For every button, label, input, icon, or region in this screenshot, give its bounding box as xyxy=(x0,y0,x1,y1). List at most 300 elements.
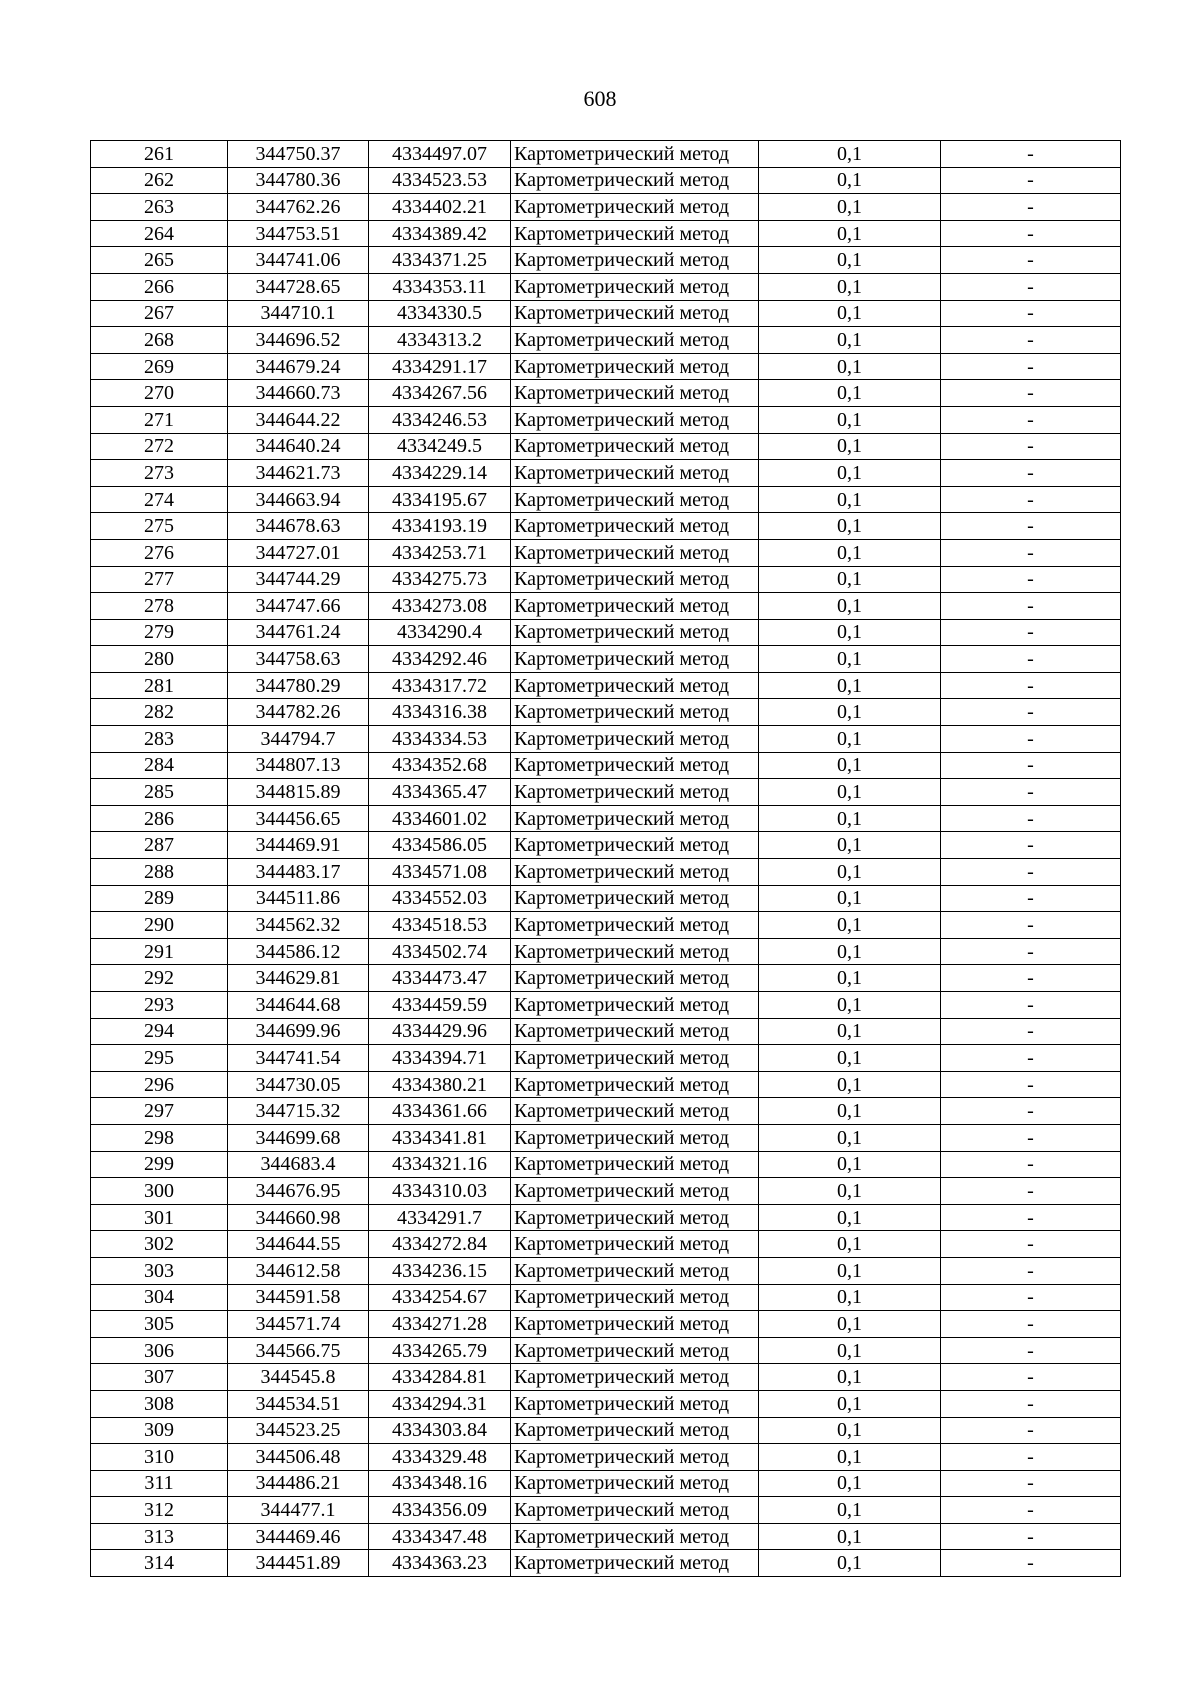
point-number-cell: 272 xyxy=(91,433,228,460)
table-row xyxy=(91,539,1121,566)
note-cell: - xyxy=(941,380,1121,407)
method-cell: Картометрический метод xyxy=(511,141,759,168)
point-number-cell: 310 xyxy=(91,1444,228,1471)
method-cell: Картометрический метод xyxy=(511,992,759,1019)
y-coordinate-cell: 4334273.08 xyxy=(369,593,511,620)
accuracy-cell: 0,1 xyxy=(759,380,941,407)
x-coordinate-cell: 344730.05 xyxy=(228,1071,369,1098)
table-row xyxy=(91,300,1121,327)
point-number-cell: 292 xyxy=(91,965,228,992)
method-cell: Картометрический метод xyxy=(511,1098,759,1125)
y-coordinate-cell: 4334518.53 xyxy=(369,912,511,939)
accuracy-cell: 0,1 xyxy=(759,726,941,753)
y-coordinate-cell: 4334334.53 xyxy=(369,726,511,753)
point-number-cell: 287 xyxy=(91,832,228,859)
table-row xyxy=(91,460,1121,487)
method-cell: Картометрический метод xyxy=(511,1204,759,1231)
point-number-cell: 304 xyxy=(91,1284,228,1311)
y-coordinate-cell: 4334317.72 xyxy=(369,672,511,699)
table-row xyxy=(91,1550,1121,1577)
table-row xyxy=(91,1364,1121,1391)
note-cell: - xyxy=(941,1018,1121,1045)
x-coordinate-cell: 344660.73 xyxy=(228,380,369,407)
x-coordinate-cell: 344534.51 xyxy=(228,1390,369,1417)
accuracy-cell: 0,1 xyxy=(759,220,941,247)
point-number-cell: 286 xyxy=(91,805,228,832)
table-row xyxy=(91,1444,1121,1471)
accuracy-cell: 0,1 xyxy=(759,406,941,433)
note-cell: - xyxy=(941,1497,1121,1524)
method-cell: Картометрический метод xyxy=(511,646,759,673)
accuracy-cell: 0,1 xyxy=(759,1231,941,1258)
y-coordinate-cell: 4334353.11 xyxy=(369,273,511,300)
accuracy-cell: 0,1 xyxy=(759,1444,941,1471)
point-number-cell: 302 xyxy=(91,1231,228,1258)
note-cell: - xyxy=(941,912,1121,939)
table-row xyxy=(91,1178,1121,1205)
note-cell: - xyxy=(941,460,1121,487)
method-cell: Картометрический метод xyxy=(511,353,759,380)
point-number-cell: 279 xyxy=(91,619,228,646)
note-cell: - xyxy=(941,539,1121,566)
point-number-cell: 283 xyxy=(91,726,228,753)
method-cell: Картометрический метод xyxy=(511,513,759,540)
accuracy-cell: 0,1 xyxy=(759,992,941,1019)
page-number: 608 xyxy=(583,86,617,111)
note-cell: - xyxy=(941,1523,1121,1550)
accuracy-cell: 0,1 xyxy=(759,672,941,699)
y-coordinate-cell: 4334347.48 xyxy=(369,1523,511,1550)
note-cell: - xyxy=(941,1071,1121,1098)
table-row xyxy=(91,912,1121,939)
y-coordinate-cell: 4334571.08 xyxy=(369,859,511,886)
table-row xyxy=(91,1311,1121,1338)
x-coordinate-cell: 344612.58 xyxy=(228,1257,369,1284)
point-number-cell: 291 xyxy=(91,938,228,965)
accuracy-cell: 0,1 xyxy=(759,1337,941,1364)
table-row xyxy=(91,885,1121,912)
x-coordinate-cell: 344747.66 xyxy=(228,593,369,620)
table-row xyxy=(91,1257,1121,1284)
accuracy-cell: 0,1 xyxy=(759,1364,941,1391)
x-coordinate-cell: 344782.26 xyxy=(228,699,369,726)
y-coordinate-cell: 4334229.14 xyxy=(369,460,511,487)
note-cell: - xyxy=(941,566,1121,593)
table-row xyxy=(91,380,1121,407)
method-cell: Картометрический метод xyxy=(511,699,759,726)
x-coordinate-cell: 344451.89 xyxy=(228,1550,369,1577)
method-cell: Картометрический метод xyxy=(511,1257,759,1284)
table-row xyxy=(91,1018,1121,1045)
point-number-cell: 280 xyxy=(91,646,228,673)
y-coordinate-cell: 4334284.81 xyxy=(369,1364,511,1391)
accuracy-cell: 0,1 xyxy=(759,167,941,194)
point-number-cell: 297 xyxy=(91,1098,228,1125)
point-number-cell: 285 xyxy=(91,779,228,806)
method-cell: Картометрический метод xyxy=(511,805,759,832)
x-coordinate-cell: 344644.68 xyxy=(228,992,369,1019)
x-coordinate-cell: 344679.24 xyxy=(228,353,369,380)
y-coordinate-cell: 4334352.68 xyxy=(369,752,511,779)
y-coordinate-cell: 4334341.81 xyxy=(369,1124,511,1151)
y-coordinate-cell: 4334348.16 xyxy=(369,1470,511,1497)
method-cell: Картометрический метод xyxy=(511,965,759,992)
note-cell: - xyxy=(941,273,1121,300)
y-coordinate-cell: 4334236.15 xyxy=(369,1257,511,1284)
accuracy-cell: 0,1 xyxy=(759,460,941,487)
method-cell: Картометрический метод xyxy=(511,1364,759,1391)
x-coordinate-cell: 344750.37 xyxy=(228,141,369,168)
method-cell: Картометрический метод xyxy=(511,726,759,753)
method-cell: Картометрический метод xyxy=(511,1151,759,1178)
point-number-cell: 307 xyxy=(91,1364,228,1391)
method-cell: Картометрический метод xyxy=(511,832,759,859)
method-cell: Картометрический метод xyxy=(511,1311,759,1338)
method-cell: Картометрический метод xyxy=(511,300,759,327)
note-cell: - xyxy=(941,513,1121,540)
note-cell: - xyxy=(941,1550,1121,1577)
note-cell: - xyxy=(941,1284,1121,1311)
point-number-cell: 270 xyxy=(91,380,228,407)
y-coordinate-cell: 4334523.53 xyxy=(369,167,511,194)
accuracy-cell: 0,1 xyxy=(759,353,941,380)
accuracy-cell: 0,1 xyxy=(759,1071,941,1098)
y-coordinate-cell: 4334497.07 xyxy=(369,141,511,168)
point-number-cell: 269 xyxy=(91,353,228,380)
x-coordinate-cell: 344753.51 xyxy=(228,220,369,247)
y-coordinate-cell: 4334361.66 xyxy=(369,1098,511,1125)
note-cell: - xyxy=(941,1178,1121,1205)
point-number-cell: 309 xyxy=(91,1417,228,1444)
point-number-cell: 305 xyxy=(91,1311,228,1338)
point-number-cell: 265 xyxy=(91,247,228,274)
method-cell: Картометрический метод xyxy=(511,1444,759,1471)
y-coordinate-cell: 4334292.46 xyxy=(369,646,511,673)
y-coordinate-cell: 4334329.48 xyxy=(369,1444,511,1471)
y-coordinate-cell: 4334272.84 xyxy=(369,1231,511,1258)
note-cell: - xyxy=(941,779,1121,806)
accuracy-cell: 0,1 xyxy=(759,965,941,992)
y-coordinate-cell: 4334429.96 xyxy=(369,1018,511,1045)
note-cell: - xyxy=(941,1098,1121,1125)
note-cell: - xyxy=(941,353,1121,380)
note-cell: - xyxy=(941,992,1121,1019)
method-cell: Картометрический метод xyxy=(511,885,759,912)
x-coordinate-cell: 344486.21 xyxy=(228,1470,369,1497)
table-row xyxy=(91,1523,1121,1550)
y-coordinate-cell: 4334365.47 xyxy=(369,779,511,806)
y-coordinate-cell: 4334267.56 xyxy=(369,380,511,407)
method-cell: Картометрический метод xyxy=(511,672,759,699)
method-cell: Картометрический метод xyxy=(511,1390,759,1417)
x-coordinate-cell: 344660.98 xyxy=(228,1204,369,1231)
x-coordinate-cell: 344794.7 xyxy=(228,726,369,753)
method-cell: Картометрический метод xyxy=(511,380,759,407)
point-number-cell: 314 xyxy=(91,1550,228,1577)
x-coordinate-cell: 344523.25 xyxy=(228,1417,369,1444)
y-coordinate-cell: 4334321.16 xyxy=(369,1151,511,1178)
method-cell: Картометрический метод xyxy=(511,406,759,433)
note-cell: - xyxy=(941,1151,1121,1178)
y-coordinate-cell: 4334356.09 xyxy=(369,1497,511,1524)
table-row xyxy=(91,1045,1121,1072)
method-cell: Картометрический метод xyxy=(511,1497,759,1524)
x-coordinate-cell: 344815.89 xyxy=(228,779,369,806)
method-cell: Картометрический метод xyxy=(511,539,759,566)
point-number-cell: 276 xyxy=(91,539,228,566)
accuracy-cell: 0,1 xyxy=(759,1257,941,1284)
point-number-cell: 288 xyxy=(91,859,228,886)
table-row xyxy=(91,220,1121,247)
x-coordinate-cell: 344727.01 xyxy=(228,539,369,566)
method-cell: Картометрический метод xyxy=(511,1178,759,1205)
y-coordinate-cell: 4334291.7 xyxy=(369,1204,511,1231)
table-row xyxy=(91,194,1121,221)
method-cell: Картометрический метод xyxy=(511,1523,759,1550)
method-cell: Картометрический метод xyxy=(511,486,759,513)
x-coordinate-cell: 344678.63 xyxy=(228,513,369,540)
y-coordinate-cell: 4334316.38 xyxy=(369,699,511,726)
accuracy-cell: 0,1 xyxy=(759,1470,941,1497)
accuracy-cell: 0,1 xyxy=(759,938,941,965)
accuracy-cell: 0,1 xyxy=(759,1284,941,1311)
note-cell: - xyxy=(941,1417,1121,1444)
note-cell: - xyxy=(941,1045,1121,1072)
table-row xyxy=(91,672,1121,699)
accuracy-cell: 0,1 xyxy=(759,327,941,354)
y-coordinate-cell: 4334253.71 xyxy=(369,539,511,566)
x-coordinate-cell: 344696.52 xyxy=(228,327,369,354)
x-coordinate-cell: 344591.58 xyxy=(228,1284,369,1311)
method-cell: Картометрический метод xyxy=(511,566,759,593)
table-row xyxy=(91,646,1121,673)
accuracy-cell: 0,1 xyxy=(759,699,941,726)
x-coordinate-cell: 344477.1 xyxy=(228,1497,369,1524)
x-coordinate-cell: 344545.8 xyxy=(228,1364,369,1391)
x-coordinate-cell: 344644.22 xyxy=(228,406,369,433)
accuracy-cell: 0,1 xyxy=(759,273,941,300)
y-coordinate-cell: 4334271.28 xyxy=(369,1311,511,1338)
x-coordinate-cell: 344629.81 xyxy=(228,965,369,992)
method-cell: Картометрический метод xyxy=(511,1124,759,1151)
table-row xyxy=(91,1390,1121,1417)
x-coordinate-cell: 344728.65 xyxy=(228,273,369,300)
note-cell: - xyxy=(941,406,1121,433)
table-row xyxy=(91,247,1121,274)
method-cell: Картометрический метод xyxy=(511,619,759,646)
y-coordinate-cell: 4334552.03 xyxy=(369,885,511,912)
method-cell: Картометрический метод xyxy=(511,593,759,620)
point-number-cell: 266 xyxy=(91,273,228,300)
point-number-cell: 294 xyxy=(91,1018,228,1045)
y-coordinate-cell: 4334371.25 xyxy=(369,247,511,274)
point-number-cell: 295 xyxy=(91,1045,228,1072)
accuracy-cell: 0,1 xyxy=(759,752,941,779)
accuracy-cell: 0,1 xyxy=(759,433,941,460)
x-coordinate-cell: 344586.12 xyxy=(228,938,369,965)
y-coordinate-cell: 4334363.23 xyxy=(369,1550,511,1577)
point-number-cell: 290 xyxy=(91,912,228,939)
table-row xyxy=(91,859,1121,886)
note-cell: - xyxy=(941,141,1121,168)
accuracy-cell: 0,1 xyxy=(759,513,941,540)
accuracy-cell: 0,1 xyxy=(759,1045,941,1072)
accuracy-cell: 0,1 xyxy=(759,1550,941,1577)
accuracy-cell: 0,1 xyxy=(759,885,941,912)
note-cell: - xyxy=(941,699,1121,726)
table-row xyxy=(91,1337,1121,1364)
method-cell: Картометрический метод xyxy=(511,433,759,460)
point-number-cell: 311 xyxy=(91,1470,228,1497)
coordinates-table-body xyxy=(91,141,1121,1577)
table-row xyxy=(91,1417,1121,1444)
accuracy-cell: 0,1 xyxy=(759,300,941,327)
method-cell: Картометрический метод xyxy=(511,752,759,779)
note-cell: - xyxy=(941,1231,1121,1258)
x-coordinate-cell: 344699.96 xyxy=(228,1018,369,1045)
method-cell: Картометрический метод xyxy=(511,779,759,806)
accuracy-cell: 0,1 xyxy=(759,1178,941,1205)
point-number-cell: 308 xyxy=(91,1390,228,1417)
note-cell: - xyxy=(941,167,1121,194)
accuracy-cell: 0,1 xyxy=(759,486,941,513)
x-coordinate-cell: 344699.68 xyxy=(228,1124,369,1151)
table-row xyxy=(91,433,1121,460)
method-cell: Картометрический метод xyxy=(511,327,759,354)
y-coordinate-cell: 4334380.21 xyxy=(369,1071,511,1098)
method-cell: Картометрический метод xyxy=(511,460,759,487)
table-row xyxy=(91,1151,1121,1178)
method-cell: Картометрический метод xyxy=(511,220,759,247)
note-cell: - xyxy=(941,327,1121,354)
point-number-cell: 289 xyxy=(91,885,228,912)
point-number-cell: 277 xyxy=(91,566,228,593)
note-cell: - xyxy=(941,938,1121,965)
accuracy-cell: 0,1 xyxy=(759,247,941,274)
note-cell: - xyxy=(941,859,1121,886)
x-coordinate-cell: 344741.06 xyxy=(228,247,369,274)
table-row xyxy=(91,406,1121,433)
table-row xyxy=(91,1098,1121,1125)
method-cell: Картометрический метод xyxy=(511,912,759,939)
method-cell: Картометрический метод xyxy=(511,1045,759,1072)
accuracy-cell: 0,1 xyxy=(759,646,941,673)
x-coordinate-cell: 344744.29 xyxy=(228,566,369,593)
note-cell: - xyxy=(941,247,1121,274)
y-coordinate-cell: 4334310.03 xyxy=(369,1178,511,1205)
note-cell: - xyxy=(941,300,1121,327)
table-row xyxy=(91,752,1121,779)
accuracy-cell: 0,1 xyxy=(759,1311,941,1338)
x-coordinate-cell: 344762.26 xyxy=(228,194,369,221)
point-number-cell: 301 xyxy=(91,1204,228,1231)
accuracy-cell: 0,1 xyxy=(759,912,941,939)
table-row xyxy=(91,965,1121,992)
method-cell: Картометрический метод xyxy=(511,1417,759,1444)
table-row xyxy=(91,805,1121,832)
y-coordinate-cell: 4334473.47 xyxy=(369,965,511,992)
y-coordinate-cell: 4334294.31 xyxy=(369,1390,511,1417)
y-coordinate-cell: 4334502.74 xyxy=(369,938,511,965)
note-cell: - xyxy=(941,593,1121,620)
table-row xyxy=(91,141,1121,168)
accuracy-cell: 0,1 xyxy=(759,619,941,646)
note-cell: - xyxy=(941,1337,1121,1364)
table-row xyxy=(91,1497,1121,1524)
table-row xyxy=(91,938,1121,965)
table-row xyxy=(91,1284,1121,1311)
point-number-cell: 312 xyxy=(91,1497,228,1524)
note-cell: - xyxy=(941,1390,1121,1417)
x-coordinate-cell: 344469.46 xyxy=(228,1523,369,1550)
y-coordinate-cell: 4334586.05 xyxy=(369,832,511,859)
accuracy-cell: 0,1 xyxy=(759,1151,941,1178)
table-row xyxy=(91,167,1121,194)
table-row xyxy=(91,513,1121,540)
method-cell: Картометрический метод xyxy=(511,167,759,194)
table-row xyxy=(91,566,1121,593)
accuracy-cell: 0,1 xyxy=(759,1497,941,1524)
x-coordinate-cell: 344807.13 xyxy=(228,752,369,779)
note-cell: - xyxy=(941,433,1121,460)
accuracy-cell: 0,1 xyxy=(759,1390,941,1417)
note-cell: - xyxy=(941,726,1121,753)
point-number-cell: 306 xyxy=(91,1337,228,1364)
point-number-cell: 268 xyxy=(91,327,228,354)
point-number-cell: 278 xyxy=(91,593,228,620)
x-coordinate-cell: 344506.48 xyxy=(228,1444,369,1471)
table-row xyxy=(91,1204,1121,1231)
x-coordinate-cell: 344621.73 xyxy=(228,460,369,487)
y-coordinate-cell: 4334290.4 xyxy=(369,619,511,646)
note-cell: - xyxy=(941,805,1121,832)
point-number-cell: 281 xyxy=(91,672,228,699)
y-coordinate-cell: 4334313.2 xyxy=(369,327,511,354)
method-cell: Картометрический метод xyxy=(511,247,759,274)
point-number-cell: 299 xyxy=(91,1151,228,1178)
y-coordinate-cell: 4334459.59 xyxy=(369,992,511,1019)
point-number-cell: 275 xyxy=(91,513,228,540)
table-row xyxy=(91,327,1121,354)
accuracy-cell: 0,1 xyxy=(759,1417,941,1444)
y-coordinate-cell: 4334275.73 xyxy=(369,566,511,593)
accuracy-cell: 0,1 xyxy=(759,141,941,168)
table-row xyxy=(91,273,1121,300)
table-row xyxy=(91,726,1121,753)
point-number-cell: 261 xyxy=(91,141,228,168)
method-cell: Картометрический метод xyxy=(511,1550,759,1577)
x-coordinate-cell: 344710.1 xyxy=(228,300,369,327)
point-number-cell: 300 xyxy=(91,1178,228,1205)
x-coordinate-cell: 344683.4 xyxy=(228,1151,369,1178)
method-cell: Картометрический метод xyxy=(511,273,759,300)
y-coordinate-cell: 4334402.21 xyxy=(369,194,511,221)
point-number-cell: 296 xyxy=(91,1071,228,1098)
note-cell: - xyxy=(941,1364,1121,1391)
method-cell: Картометрический метод xyxy=(511,1018,759,1045)
x-coordinate-cell: 344566.75 xyxy=(228,1337,369,1364)
point-number-cell: 263 xyxy=(91,194,228,221)
accuracy-cell: 0,1 xyxy=(759,539,941,566)
point-number-cell: 264 xyxy=(91,220,228,247)
accuracy-cell: 0,1 xyxy=(759,1124,941,1151)
x-coordinate-cell: 344663.94 xyxy=(228,486,369,513)
note-cell: - xyxy=(941,752,1121,779)
x-coordinate-cell: 344644.55 xyxy=(228,1231,369,1258)
table-row xyxy=(91,1231,1121,1258)
x-coordinate-cell: 344511.86 xyxy=(228,885,369,912)
note-cell: - xyxy=(941,1311,1121,1338)
